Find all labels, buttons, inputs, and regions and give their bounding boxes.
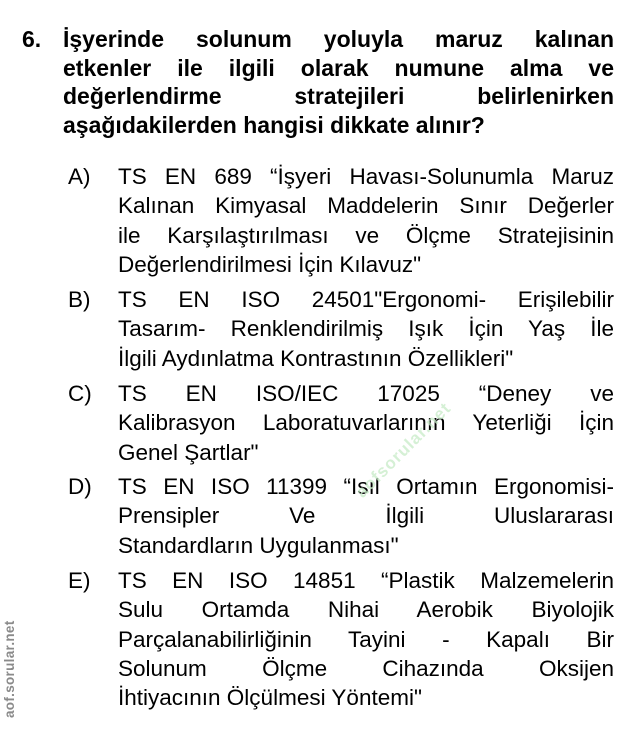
option-line: Kalınan Kimyasal Maddelerin Sınır Değerler [118, 193, 614, 219]
option-text [118, 285, 614, 373]
question-line: aşağıdakilerden hangisi dikkate alınır? [63, 111, 485, 138]
option-label: D) [68, 474, 92, 499]
watermark-diagonal: aofsorular.net [352, 398, 455, 502]
option-line: Standardların Uygulanması" [118, 532, 399, 558]
option-line: ile Karşılaştırılması ve Ölçme Stratejisinin [118, 222, 614, 248]
option-line: Kalibrasyon Laboratuvarlarının Yeterliği İçin [118, 410, 614, 436]
option-line: TS EN ISO 24501"Ergonomi- Erişilebilir [118, 287, 614, 312]
option-text [118, 566, 614, 712]
option-line: Tasarım- Renklendirilmiş Işık İçin Yaş İle [118, 316, 614, 342]
option-label: A) [68, 164, 91, 189]
option-label: E) [68, 568, 91, 593]
option-line: TS EN 689 “İşyeri Havası-Solunumla Maruz [118, 164, 614, 189]
option-line: Prensipler Ve İlgili Uluslararası [118, 503, 614, 529]
option-line: İlgili Aydınlatma Kontrastının Özellikleri" [118, 345, 514, 371]
option-line: Sulu Ortamda Nihai Aerobik Biyolojik [118, 597, 614, 623]
option-line: TS EN ISO/IEC 17025 “Deney ve [118, 381, 614, 406]
question-line: İşyerinde solunum yoluyla maruz kalınan [63, 26, 614, 52]
question-line: etkenler ile ilgili olarak numune alma ve [63, 54, 614, 81]
option-line: Genel Şartlar" [118, 439, 259, 465]
option-line: Solunum Ölçme Cihazında Oksijen [118, 655, 614, 681]
question-text [63, 25, 614, 139]
question-line: değerlendirme stratejileri belirlenirken [63, 83, 614, 109]
option-line: Değerlendirilmesi İçin Kılavuz" [118, 251, 422, 277]
option-line: TS EN ISO 11399 “Isıl Ortamın Ergonomisi- [118, 474, 614, 499]
option-text [118, 379, 614, 467]
option-line: İhtiyacının Ölçülmesi Yöntemi" [118, 685, 422, 711]
option-line: Parçalanabilirliğinin Tayini - Kapalı Bir [118, 626, 614, 652]
watermark-side: aof.sorular.net [2, 620, 17, 718]
option-text [118, 162, 614, 279]
option-label: B) [68, 287, 91, 312]
option-line: TS EN ISO 14851 “Plastik Malzemelerin [118, 568, 614, 593]
question-number: 6. [22, 26, 42, 52]
option-label: C) [68, 381, 92, 406]
